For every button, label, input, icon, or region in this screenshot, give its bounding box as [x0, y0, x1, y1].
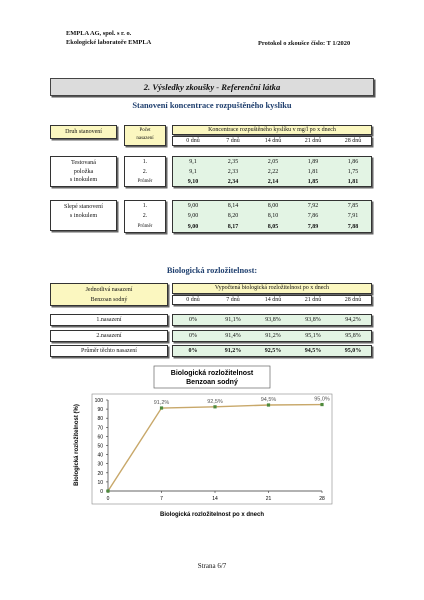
test-avg: 9,10 — [187, 179, 199, 185]
data-point-label: 92,5% — [207, 398, 223, 405]
blank-value: 7,92 — [307, 203, 319, 209]
biodeg-day-header: 14 dnů — [264, 297, 282, 303]
blank-value: 8,10 — [267, 213, 279, 219]
biodeg-chart — [0, 360, 424, 530]
test-value: 9,1 — [189, 169, 197, 175]
biodeg-row-label-text: 2.nasazení — [96, 333, 122, 339]
blank-rowlabels — [124, 200, 166, 233]
biodeg-value: 91,2% — [265, 333, 281, 339]
data-point-marker — [213, 405, 216, 408]
col-konc-label: Koncentrace rozpuštěného kyslíku v mg/l po x dnech — [208, 127, 336, 133]
lab-name: Ekologické laboratoře EMPLA — [66, 39, 152, 46]
oxygen-title: Stanovení koncentrace rozpuštěného kyslíku — [132, 101, 292, 110]
oxygen-day-header: 21 dnů — [304, 138, 322, 144]
biodeg-avg: 0% — [188, 348, 198, 354]
test-avg: 2,34 — [227, 179, 239, 185]
test-label-line: Testovaná — [71, 159, 96, 166]
blank-value: 7,91 — [347, 213, 359, 219]
blank-value: 9,00 — [187, 213, 199, 219]
x-tick-label: 0 — [106, 496, 110, 502]
col-druh-label: Druh stanovení — [65, 129, 102, 135]
y-tick-label: 70 — [97, 425, 103, 432]
biodeg-value: 93,8% — [265, 317, 281, 323]
blank-label-line: Slepé stanovení — [63, 203, 103, 210]
biodeg-value: 94,2% — [345, 317, 361, 323]
col-pocet-label-2: nasazení — [136, 136, 154, 141]
test-value: 2,05 — [267, 159, 279, 165]
company-name: EMPLA AG, spol. s r. o. — [66, 30, 132, 37]
data-point-marker — [160, 406, 163, 409]
blank-avg: 8,05 — [267, 224, 279, 230]
col-druh-header — [50, 125, 117, 139]
row-label: 2. — [142, 213, 148, 219]
biodeg-day-header: 28 dnů — [344, 297, 362, 303]
data-point-marker — [106, 489, 109, 492]
blank-value: 8,20 — [227, 213, 239, 219]
chart-title: Biologická rozložitelnost — [170, 370, 254, 377]
data-point-marker — [320, 403, 323, 406]
series-line — [108, 405, 322, 491]
test-value: 2,35 — [227, 159, 239, 165]
x-tick-label: 21 — [265, 496, 272, 502]
col-pocet-header — [124, 125, 166, 146]
x-ticks — [107, 491, 325, 502]
x-tick-label: 7 — [160, 496, 163, 502]
biodeg-row-label — [50, 330, 168, 342]
test-value: 2,22 — [267, 169, 279, 175]
blank-label-line: s inokulem — [69, 211, 98, 219]
col-konc-header — [172, 125, 372, 135]
test-avg: 1,81 — [347, 179, 359, 185]
oxygen-day-header: 7 dnů — [226, 138, 240, 144]
blank-values-box — [172, 200, 372, 233]
biodeg-value: 95,8% — [345, 333, 361, 339]
test-value: 1,81 — [307, 169, 319, 175]
y-tick-label: 50 — [97, 443, 103, 450]
biodeg-avg: 92,5% — [264, 348, 282, 354]
test-label-box — [50, 156, 117, 187]
test-value: 9,1 — [189, 159, 197, 165]
biodeg-avg: 94,5% — [304, 348, 322, 354]
biodeg-day-header: 0 dnů — [186, 297, 200, 303]
data-point-label: 94,5% — [260, 397, 277, 404]
test-avg: 1,85 — [307, 179, 319, 185]
y-tick-label: 60 — [97, 434, 103, 441]
section-title: 2. Výsledky zkoušky - Referenční látka — [50, 78, 374, 96]
blank-value: 8,14 — [227, 203, 239, 209]
biodeg-row-label-text: Průměr těchto nasazení — [81, 348, 137, 354]
y-tick-label: 30 — [97, 461, 103, 468]
oxygen-days-row — [172, 136, 372, 146]
oxygen-day-header: 28 dnů — [344, 138, 362, 144]
biodeg-days-row — [172, 295, 372, 305]
row-label: 1. — [142, 203, 148, 209]
oxygen-day-header: 0 dnů — [186, 138, 200, 144]
y-tick-label: 90 — [97, 407, 103, 414]
row-label: Průměr — [137, 179, 153, 184]
test-value: 1,89 — [307, 159, 319, 165]
chart-subtitle: Benzoan sodný — [186, 379, 238, 386]
biodeg-row — [172, 314, 372, 326]
row-label: Průměr — [137, 224, 153, 229]
protocol-number: Protokol o zkoušce číslo: T 1/2020 — [258, 40, 351, 47]
biodeg-row — [172, 330, 372, 342]
biodeg-left-header — [50, 283, 168, 306]
test-value: 1,86 — [347, 159, 359, 165]
test-rowlabels — [124, 156, 166, 187]
biodeg-avg: 95,0% — [344, 348, 362, 354]
blank-avg: 8,17 — [227, 224, 239, 230]
x-tick-label: 28 — [319, 496, 325, 502]
biodeg-avg-row — [172, 345, 372, 357]
y-tick-label: 80 — [97, 416, 103, 423]
test-label-line: položka — [73, 167, 94, 175]
blank-value: 9,00 — [187, 203, 199, 209]
test-value: 2,33 — [227, 169, 239, 175]
col-pocet-label-1: Počet — [139, 128, 151, 133]
biodeg-row-label-text: 1.nasazení — [96, 317, 122, 323]
blank-avg: 9,00 — [187, 224, 199, 230]
blank-value: 7,85 — [347, 203, 359, 209]
biodeg-value: 95,1% — [305, 333, 321, 339]
y-axis-label: Biologická rozložitelnost (%) — [74, 404, 80, 486]
plot-frame — [92, 394, 332, 504]
biodeg-value: 0% — [189, 333, 197, 339]
y-tick-label: 20 — [97, 470, 103, 477]
blank-label-box — [50, 200, 117, 231]
y-tick-label: 100 — [94, 398, 103, 404]
page-number: Strana 6/7 — [197, 562, 227, 570]
biodeg-row-label — [50, 345, 168, 357]
oxygen-day-header: 14 dnů — [264, 138, 282, 144]
biodeg-day-header: 7 dnů — [226, 297, 240, 303]
biodeg-row-label — [50, 314, 168, 326]
test-values-box — [172, 156, 372, 187]
data-point-label: 91,2% — [153, 400, 170, 407]
x-axis-label: Biologická rozložitelnost po x dnech — [159, 512, 265, 518]
y-ticks — [95, 398, 108, 495]
y-tick-label: 40 — [97, 452, 103, 459]
data-point-marker — [267, 403, 270, 406]
y-tick-label: 10 — [97, 479, 103, 486]
biodeg-value: 91,1% — [225, 317, 241, 323]
data-point-label: 95,0% — [314, 396, 330, 403]
test-label-line: s inokulem — [69, 176, 98, 183]
blank-value: 8,00 — [267, 203, 279, 209]
row-label: 2. — [142, 169, 148, 175]
biodeg-left-label-2: Benzoan sodný — [90, 297, 128, 303]
row-label: 1. — [142, 159, 148, 165]
biodeg-day-header: 21 dnů — [304, 297, 322, 303]
blank-value: 7,86 — [307, 213, 319, 219]
y-tick-label: 0 — [100, 489, 103, 495]
biodeg-right-header — [172, 283, 372, 294]
test-value: 1,75 — [347, 169, 359, 175]
biodeg-avg: 91,2% — [224, 348, 242, 354]
biodeg-value: 0% — [189, 317, 197, 323]
biodeg-title: Biologická rozložitelnost: — [166, 266, 258, 275]
biodeg-value: 91,4% — [225, 333, 241, 339]
test-avg: 2,14 — [267, 179, 279, 185]
x-tick-label: 14 — [212, 496, 218, 502]
biodeg-left-label-1: Jednotlivá nasazení — [85, 287, 133, 293]
biodeg-right-label: Vypočtená biologická rozložitelnost po x dnech — [214, 285, 330, 291]
blank-avg: 7,88 — [347, 224, 359, 230]
series-markers — [106, 403, 323, 493]
biodeg-value: 93,8% — [305, 317, 321, 323]
blank-avg: 7,89 — [307, 224, 319, 230]
